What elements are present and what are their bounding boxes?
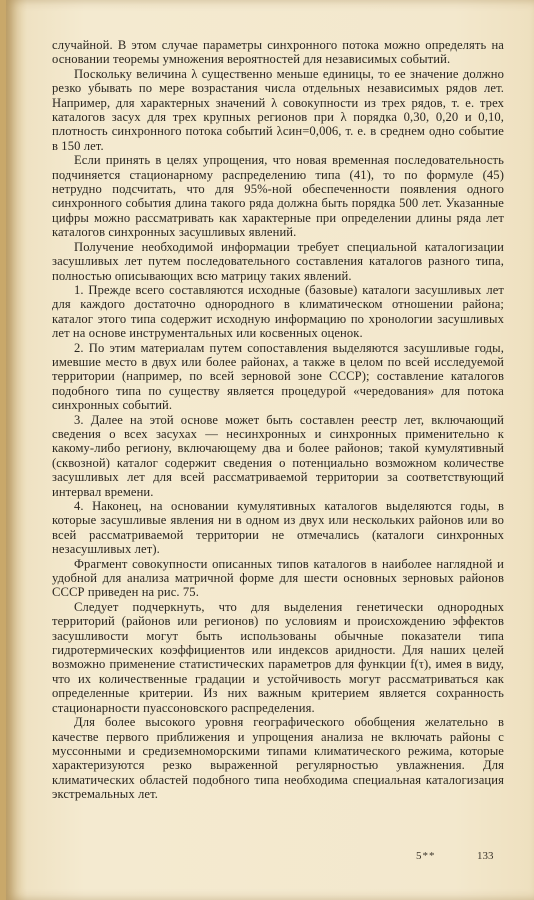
body-text (52, 38, 504, 802)
list-item: 1. Прежде всего составляются исходные (базовые) каталоги засушливых лет для каждого достаточно однородного в климатическом отношении района; каталог этого типа содержит исходную информацию по хронологии засушливых лет на основе инструментальных или косвенных оценок. (52, 282, 504, 341)
book-page (6, 0, 534, 900)
printer-signature: 5** (416, 850, 436, 862)
paragraph: Получение необходимой информации требует специальной каталогизации засушливых лет путем последовательного составления каталогов разного типа, полностью описывающих всю матрицу таких явлений. (52, 239, 504, 283)
paragraph: Если принять в целях упрощения, что новая временная последовательность подчиняется стационарному распределению типа (41), то по формуле (45) нетрудно подсчитать, что для 95%-ной обеспеченности появления одного синхронного события длина такого ряда должна быть порядка 500 лет. Указанные цифры можно рассматривать как характерные при определении длины ряда лет каталогов синхронных засушливых явлений. (52, 153, 504, 240)
list-item: 4. Наконец, на основании кумулятивных каталогов выделяются годы, в которые засушливые явления ни в одном из двух или нескольких районов или во всей рассматриваемой территории не отмечались (каталоги синхронных незасушливых лет). (52, 499, 504, 557)
paragraph: Для более высокого уровня географического обобщения желательно в качестве первого приближения и упрощения анализа не включать районы с муссонными и средиземноморскими типами климатического режима, которые характеризуются резко выраженной регулярностью увлажнения. Для климатических областей подобного типа необходима специальная каталогизация экстремальных лет. (52, 715, 504, 802)
paragraph: Поскольку величина λ существенно меньше единицы, то ее значение должно резко убывать по мере возрастания числа отдельных независимых рядов лет. Например, для характерных значений λ совокупности из трех рядов, т. е. трех каталогов засух для трех крупных регионов при λ порядка 0,30, 0,20 и 0,10, плотность синхронного потока событий λсин=0,006, т. е. в среднем одно событие в 150 лет. (52, 66, 504, 153)
paragraph: случайной. В этом случае параметры синхронного потока можно определять на основании теоремы умножения вероятностей для независимых событий. (52, 38, 504, 67)
list-item: 3. Далее на этой основе может быть составлен реестр лет, включающий сведения о всех засухах — несинхронных и синхронных применительно к какому-либо региону, включающему два и более районов; такой кумулятивный (сквозной) каталог содержит сведения о потенциально возможном количестве засушливых лет для всей рассматриваемой территории за соответствующий интервал времени. (52, 412, 504, 499)
page-number: 133 (477, 850, 494, 862)
list-item: 2. По этим материалам путем сопоставления выделяются засушливые годы, имевшие место в двух или более районах, а также в целом по всей исследуемой территории (например, по всей зерновой зоне СССР); составление каталогов подобного типа по существу является процедурой «чередования» для потока синхронных событий. (52, 340, 504, 413)
paragraph: Следует подчеркнуть, что для выделения генетически однородных территорий (районов или регионов) по условиям и происхождению эффектов засушливости могут быть использованы обычные показатели типа гидротермических коэффициентов или индексов аридности. Для наших целей возможно применение статистических параметров для функции f(τ), имея в виду, что их количественные градации и устойчивость могут рассматриваться как определенные критерии. Из них важным критерием является сохранность стационарности пуассоновского распределения. (52, 599, 504, 715)
paragraph: Фрагмент совокупности описанных типов каталогов в наиболее наглядной и удобной для анализа матричной форме для шести основных зерновых районов СССР приведен на рис. 75. (52, 556, 504, 600)
